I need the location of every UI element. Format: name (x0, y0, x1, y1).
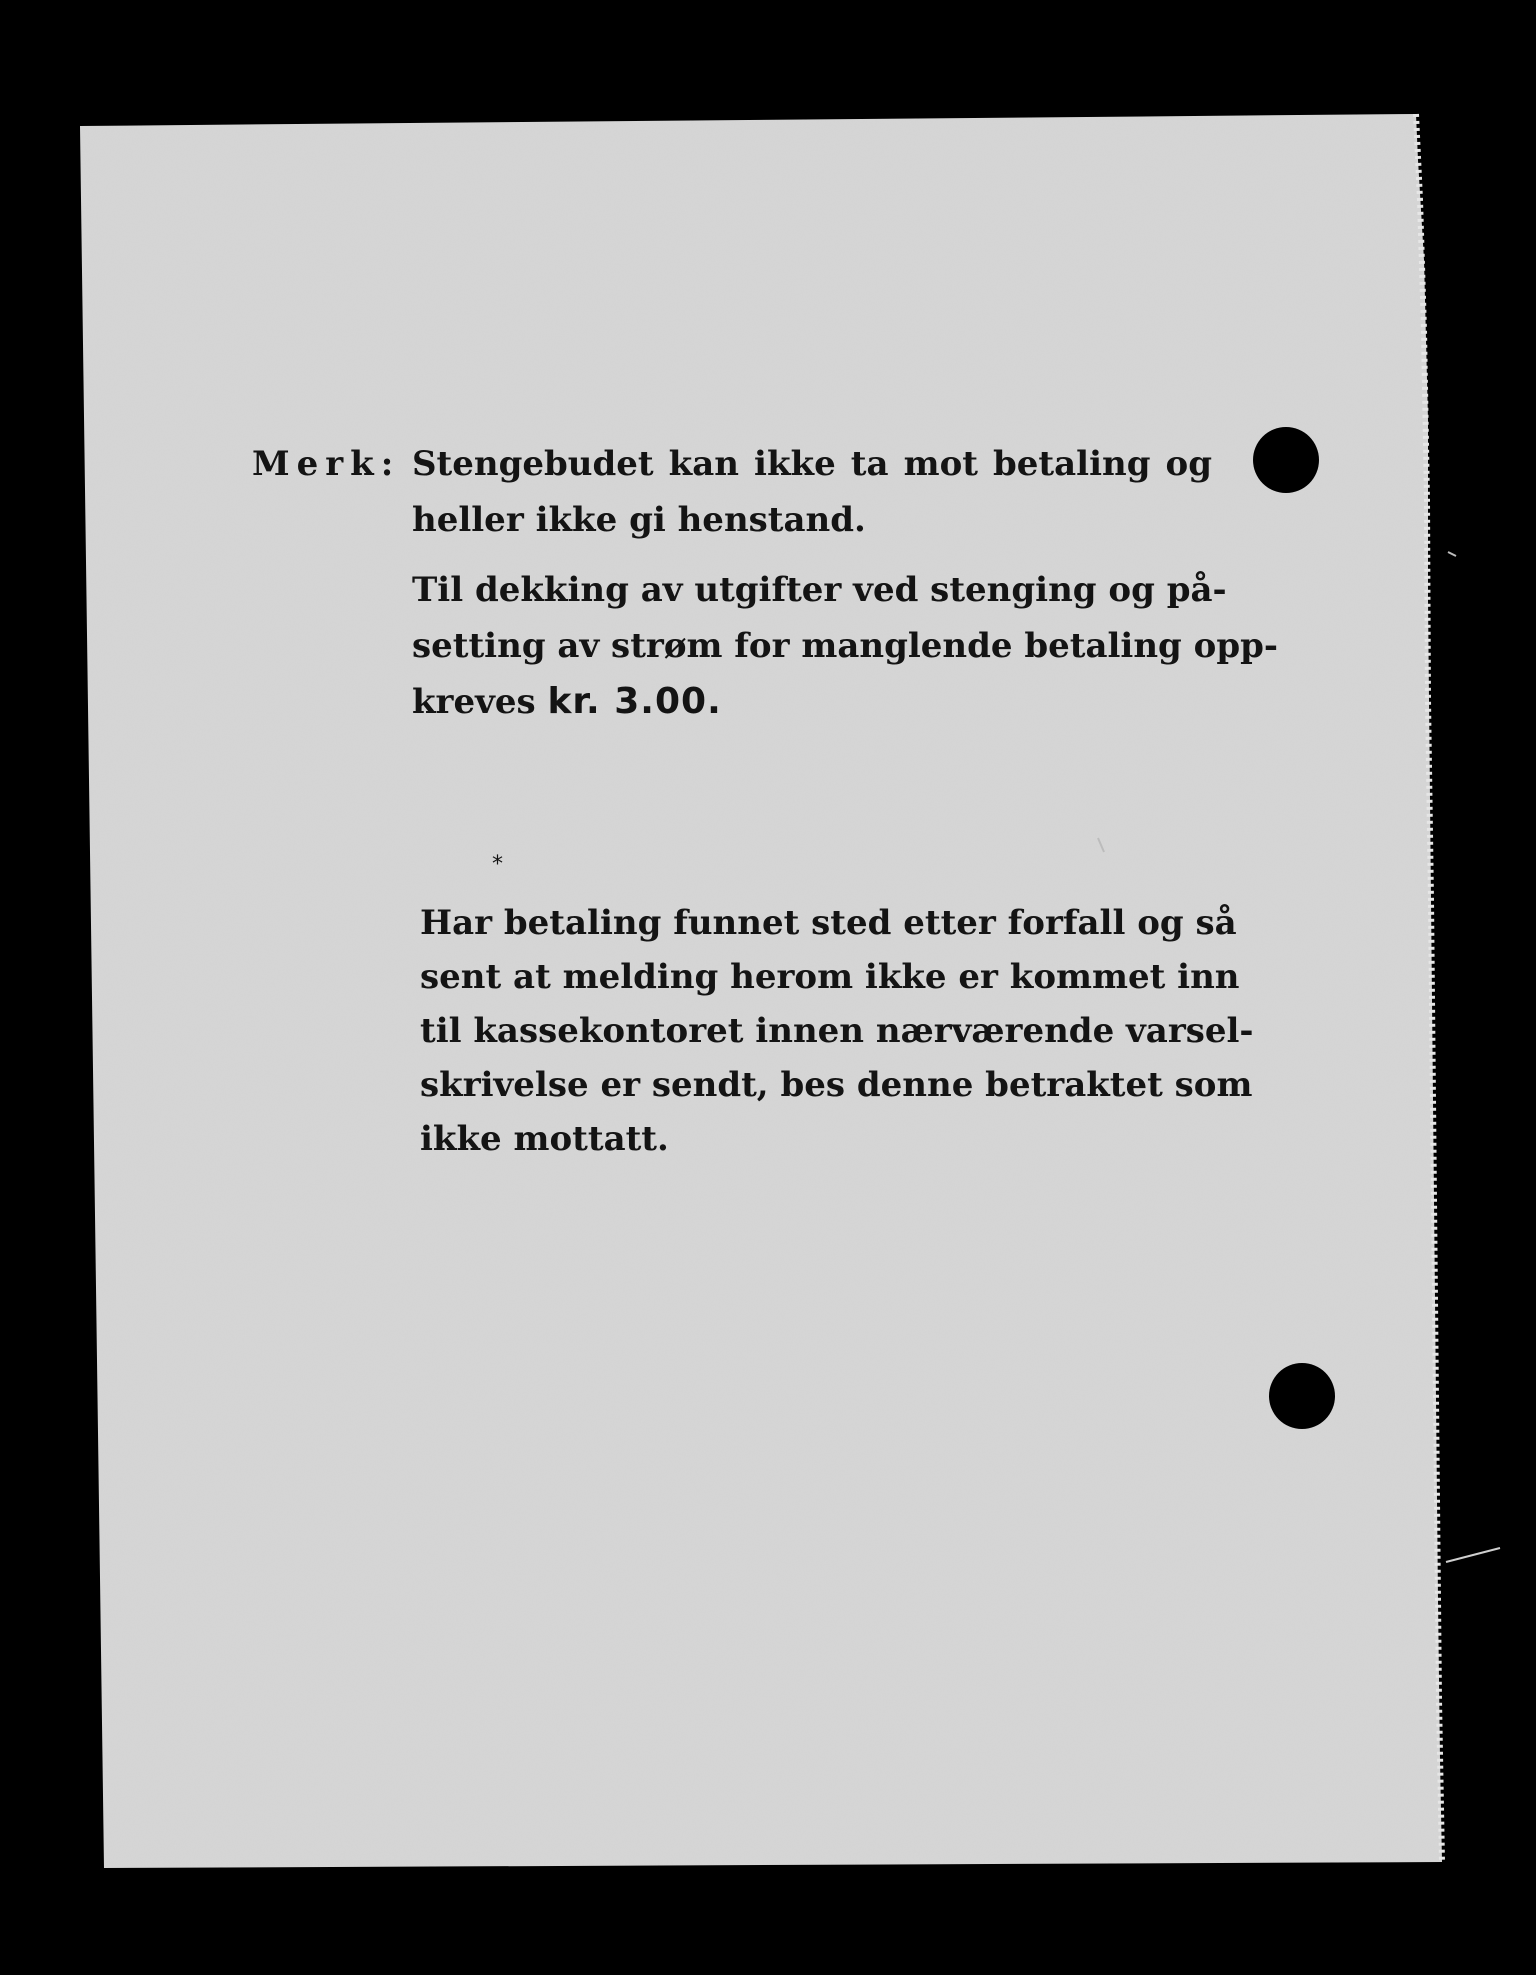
text-line-fee (412, 674, 1218, 730)
text-line: Til dekking av utgifter ved stenging og på- (412, 570, 1227, 610)
punch-hole-top (1253, 427, 1319, 493)
notice-paragraph-fee (412, 562, 1279, 730)
scan-speck (1446, 1548, 1500, 1562)
text-line: til kassekontoret innen nærværende varsel- (420, 1011, 1254, 1051)
notice-paragraph-payment (412, 436, 1212, 548)
text-line: sent at melding herom ikke er kommet inn (420, 957, 1240, 997)
note-label: Merk: (252, 444, 401, 484)
scan-speck (1448, 552, 1456, 556)
notice-paragraph-late-payment (420, 896, 1254, 1166)
fee-prefix: kreves (412, 682, 536, 722)
star-mark: * (492, 852, 503, 877)
text-line: setting av strøm for manglende betaling opp- (412, 626, 1279, 666)
fee-amount: kr. 3.00. (547, 681, 722, 722)
text-line: skrivelse er sendt, bes denne betraktet som (420, 1065, 1253, 1105)
text-line: heller ikke gi henstand. (412, 500, 866, 540)
text-line: Stengebudet kan ikke ta mot betaling og (412, 444, 1212, 484)
text-line: Har betaling funnet sted etter forfall og så (420, 903, 1237, 943)
text-line: ikke mottatt. (420, 1119, 669, 1159)
punch-hole-bottom (1269, 1363, 1335, 1429)
